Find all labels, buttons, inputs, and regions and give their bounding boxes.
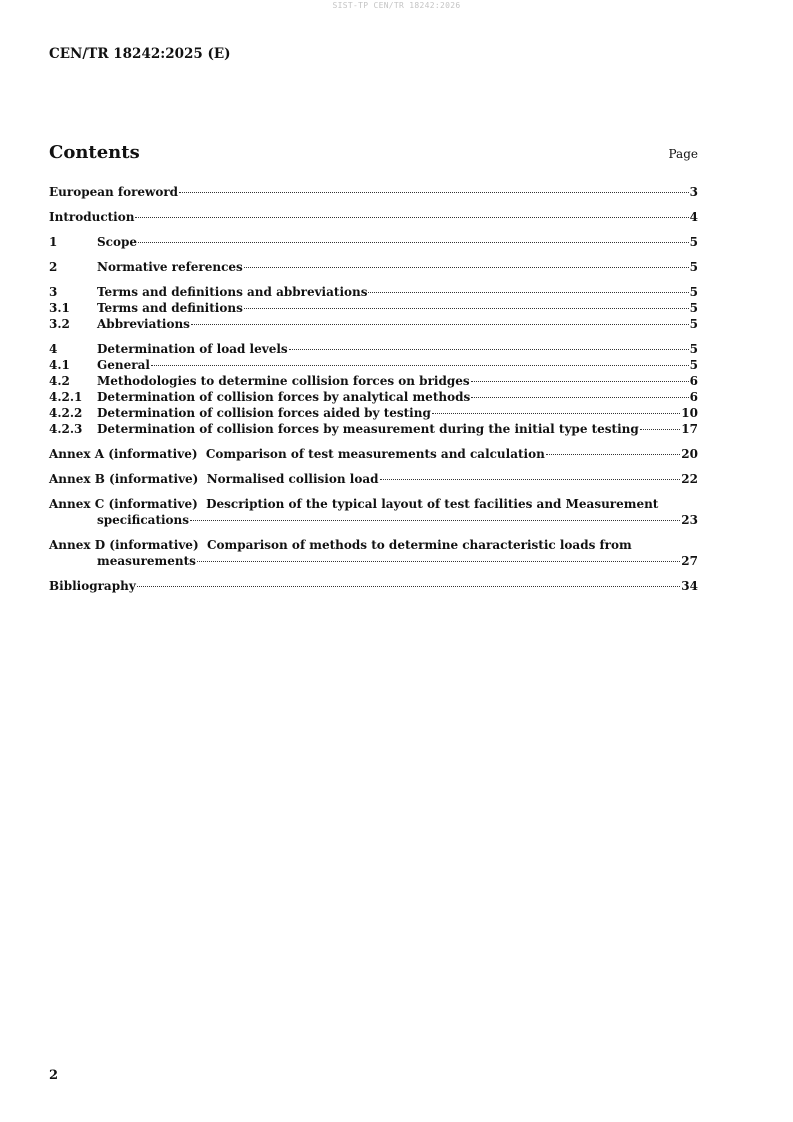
toc-entry-annex-c[interactable]: Annex C (informative) Description of the typical layout of test facilities and Measurement specifications 23 xyxy=(49,497,698,527)
contents-heading xyxy=(49,142,698,163)
toc-entry[interactable]: 4.2 Methodologies to determine collision forces on bridges 6 xyxy=(49,374,698,388)
toc-entry-bibliography[interactable]: Bibliography 34 xyxy=(49,579,698,593)
toc-entry[interactable]: Introduction 4 xyxy=(49,210,698,224)
toc-entry[interactable]: 4.2.2 Determination of collision forces aided by testing 10 xyxy=(49,406,698,420)
toc-entry[interactable]: 4.1 General 5 xyxy=(49,358,698,372)
toc-entry[interactable]: 1 Scope 5 xyxy=(49,235,698,249)
contents-title: Contents xyxy=(49,142,140,163)
toc-entry[interactable]: European foreword 3 xyxy=(49,185,698,199)
toc-entry[interactable]: 3.1 Terms and definitions 5 xyxy=(49,301,698,315)
toc-entry-annex-a[interactable]: Annex A (informative) Comparison of test measurements and calculation 20 xyxy=(49,447,698,461)
toc-entry[interactable]: 4.2.3 Determination of collision forces by measurement during the initial type testing 17 xyxy=(49,422,698,436)
page-column-label: Page xyxy=(668,147,698,161)
toc-entry[interactable]: 3.2 Abbreviations 5 xyxy=(49,317,698,331)
page-number: 2 xyxy=(49,1068,59,1083)
toc-entry[interactable]: 4 Determination of load levels 5 xyxy=(49,342,698,356)
toc-entry[interactable]: 3 Terms and definitions and abbreviations 5 xyxy=(49,285,698,299)
toc-entry-annex-b[interactable]: Annex B (informative) Normalised collision load 22 xyxy=(49,472,698,486)
table-of-contents xyxy=(49,184,698,594)
toc-entry-annex-d[interactable]: Annex D (informative) Comparison of methods to determine characteristic loads from measurements 27 xyxy=(49,538,698,568)
toc-entry[interactable]: 4.2.1 Determination of collision forces by analytical methods 6 xyxy=(49,390,698,404)
toc-entry[interactable]: 2 Normative references 5 xyxy=(49,260,698,274)
watermark: SIST-TP CEN/TR 18242:2026 xyxy=(332,1,461,10)
document-id: CEN/TR 18242:2025 (E) xyxy=(49,46,231,62)
